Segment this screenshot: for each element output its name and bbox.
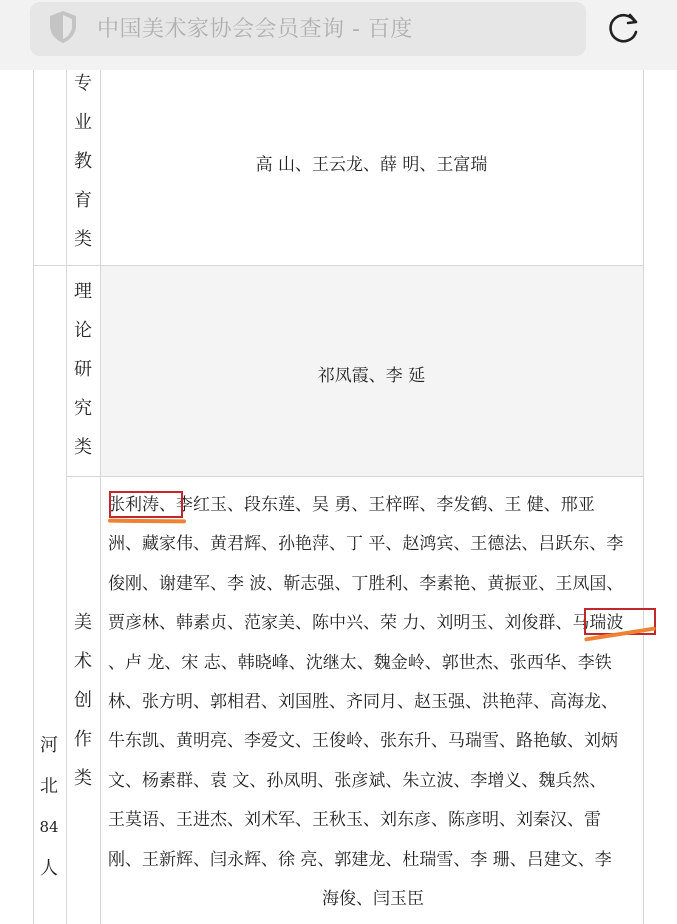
browser-top-bar (0, 0, 677, 70)
name-line: 、卢 龙、宋 志、韩晓峰、沈继太、魏金岭、郭世杰、张西华、李铁 (108, 652, 612, 673)
reload-icon[interactable] (606, 10, 642, 46)
underline-zhang-litao (108, 519, 186, 524)
category-theory-research: 理 论 研 究 类 (74, 281, 92, 458)
name-line: 王莫语、王进杰、刘术军、王秋玉、刘东彦、陈彦明、刘秦汉、雷 (108, 810, 601, 831)
name-line: 张利涛、李红玉、段东莲、吴 勇、王梓晖、李发鹤、王 健、邢亚 (108, 495, 595, 515)
grid-line (643, 70, 644, 924)
shield-icon (48, 10, 78, 44)
name-line: 文、杨素群、袁 文、孙凤明、张彦斌、朱立波、李增义、魏兵然、 (108, 770, 607, 791)
names-art-creation (108, 486, 638, 919)
grid-line (33, 265, 644, 266)
name-line: 林、张方明、郭相君、刘国胜、齐同月、赵玉强、洪艳萍、高海龙、 (108, 691, 618, 712)
highlight-box-zhang-litao (109, 491, 183, 518)
name-line: 洲、藏家伟、黄君辉、孙艳萍、丁 平、赵鸿宾、王德法、吕跃东、李 (108, 534, 624, 555)
name-line: 牛东凯、黄明亮、李爱文、王俊岭、张东升、马瑞雪、路艳敏、刘炳 (108, 731, 618, 752)
names-theory-research: 祁凤霞、李 延 (317, 366, 426, 386)
province-hebei-84: 河 北 84 人 (39, 735, 59, 879)
grid-line (66, 476, 644, 477)
page-title[interactable]: 中国美术家协会会员查询 - 百度 (97, 17, 413, 42)
grid-line (100, 70, 101, 924)
highlighted-name: 张利涛、 (108, 495, 176, 515)
name-line: 贾彦林、韩素贞、范家美、陈中兴、荣 力、刘明玉、刘俊群、马瑞波 (108, 613, 624, 634)
category-art-creation: 美 术 创 作 类 (74, 612, 92, 789)
category-professional-education: 专 业 教 育 类 (74, 73, 92, 250)
name-line: 海俊、闫玉臣 (322, 888, 424, 909)
name-line: 刚、王新辉、闫永辉、徐 亮、郭建龙、杜瑞雪、李 珊、吕建文、李 (108, 849, 612, 870)
names-professional-education: 高 山、王云龙、薛 明、王富瑞 (255, 155, 488, 175)
highlighted-name: 马瑞波 (572, 613, 624, 634)
grid-line (66, 70, 67, 924)
name-line: 俊刚、谢建军、李 波、靳志强、丁胜利、李素艳、黄振亚、王凤国、 (108, 573, 624, 594)
